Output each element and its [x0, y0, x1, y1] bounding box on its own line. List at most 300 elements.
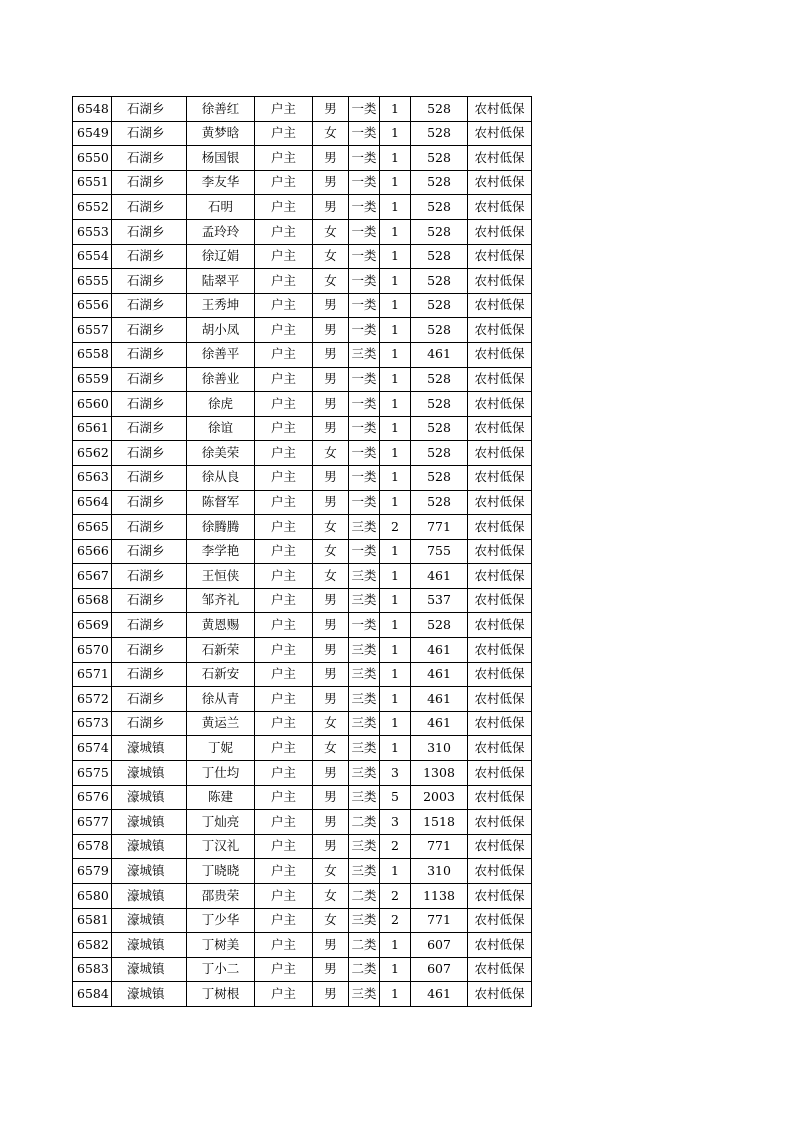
township-cell: 石湖乡: [112, 441, 187, 466]
amount-cell: 528: [411, 195, 468, 220]
name-cell: 徐虎: [187, 392, 255, 417]
amount-cell: 528: [411, 318, 468, 343]
category-cell: 二类: [349, 933, 380, 958]
program-cell: 农村低保: [468, 588, 532, 613]
household-size-cell: 1: [380, 269, 411, 294]
gender-cell: 女: [313, 859, 349, 884]
program-cell: 农村低保: [468, 146, 532, 171]
row-number-cell: 6558: [73, 342, 112, 367]
program-cell: 农村低保: [468, 318, 532, 343]
name-cell: 丁小二: [187, 957, 255, 982]
category-cell: 三类: [349, 342, 380, 367]
category-cell: 一类: [349, 539, 380, 564]
household-size-cell: 2: [380, 834, 411, 859]
category-cell: 一类: [349, 613, 380, 638]
category-cell: 一类: [349, 146, 380, 171]
relation-cell: 户主: [255, 392, 313, 417]
relation-cell: 户主: [255, 146, 313, 171]
program-cell: 农村低保: [468, 711, 532, 736]
category-cell: 一类: [349, 392, 380, 417]
amount-cell: 528: [411, 367, 468, 392]
row-number-cell: 6563: [73, 465, 112, 490]
category-cell: 三类: [349, 834, 380, 859]
table-row: [73, 736, 532, 761]
program-cell: 农村低保: [468, 785, 532, 810]
household-size-cell: 3: [380, 810, 411, 835]
name-cell: 徐辽娟: [187, 244, 255, 269]
household-size-cell: 2: [380, 908, 411, 933]
program-cell: 农村低保: [468, 465, 532, 490]
township-cell: 濠城镇: [112, 884, 187, 909]
table-row: [73, 908, 532, 933]
name-cell: 邵贵荣: [187, 884, 255, 909]
relation-cell: 户主: [255, 293, 313, 318]
name-cell: 丁晓晓: [187, 859, 255, 884]
relation-cell: 户主: [255, 638, 313, 663]
name-cell: 陈督军: [187, 490, 255, 515]
amount-cell: 771: [411, 834, 468, 859]
amount-cell: 310: [411, 859, 468, 884]
township-cell: 石湖乡: [112, 588, 187, 613]
name-cell: 丁树根: [187, 982, 255, 1007]
gender-cell: 男: [313, 982, 349, 1007]
category-cell: 一类: [349, 490, 380, 515]
row-number-cell: 6584: [73, 982, 112, 1007]
category-cell: 三类: [349, 638, 380, 663]
program-cell: 农村低保: [468, 121, 532, 146]
relation-cell: 户主: [255, 662, 313, 687]
name-cell: 石新安: [187, 662, 255, 687]
category-cell: 一类: [349, 121, 380, 146]
household-size-cell: 1: [380, 982, 411, 1007]
name-cell: 黄恩赐: [187, 613, 255, 638]
category-cell: 三类: [349, 564, 380, 589]
category-cell: 一类: [349, 293, 380, 318]
table-row: [73, 367, 532, 392]
table-row: [73, 982, 532, 1007]
name-cell: 陆翠平: [187, 269, 255, 294]
relation-cell: 户主: [255, 564, 313, 589]
table-row: [73, 613, 532, 638]
name-cell: 徐谊: [187, 416, 255, 441]
relation-cell: 户主: [255, 490, 313, 515]
program-cell: 农村低保: [468, 908, 532, 933]
program-cell: 农村低保: [468, 687, 532, 712]
table-row: [73, 195, 532, 220]
household-size-cell: 1: [380, 638, 411, 663]
program-cell: 农村低保: [468, 269, 532, 294]
table-row: [73, 441, 532, 466]
household-size-cell: 1: [380, 342, 411, 367]
gender-cell: 男: [313, 687, 349, 712]
gender-cell: 男: [313, 933, 349, 958]
relation-cell: 户主: [255, 416, 313, 441]
program-cell: 农村低保: [468, 859, 532, 884]
category-cell: 一类: [349, 318, 380, 343]
category-cell: 三类: [349, 761, 380, 786]
program-cell: 农村低保: [468, 97, 532, 122]
table-row: [73, 711, 532, 736]
name-cell: 黄梦晗: [187, 121, 255, 146]
gender-cell: 女: [313, 244, 349, 269]
amount-cell: 461: [411, 342, 468, 367]
household-size-cell: 1: [380, 121, 411, 146]
relation-cell: 户主: [255, 244, 313, 269]
row-number-cell: 6555: [73, 269, 112, 294]
name-cell: 王秀坤: [187, 293, 255, 318]
name-cell: 徐从良: [187, 465, 255, 490]
row-number-cell: 6572: [73, 687, 112, 712]
program-cell: 农村低保: [468, 834, 532, 859]
relation-cell: 户主: [255, 884, 313, 909]
program-cell: 农村低保: [468, 515, 532, 540]
gender-cell: 女: [313, 908, 349, 933]
row-number-cell: 6568: [73, 588, 112, 613]
township-cell: 石湖乡: [112, 170, 187, 195]
table-row: [73, 761, 532, 786]
name-cell: 杨国银: [187, 146, 255, 171]
gender-cell: 男: [313, 465, 349, 490]
relation-cell: 户主: [255, 219, 313, 244]
category-cell: 三类: [349, 736, 380, 761]
household-size-cell: 1: [380, 711, 411, 736]
program-cell: 农村低保: [468, 170, 532, 195]
program-cell: 农村低保: [468, 957, 532, 982]
gender-cell: 男: [313, 367, 349, 392]
gender-cell: 男: [313, 318, 349, 343]
row-number-cell: 6564: [73, 490, 112, 515]
relation-cell: 户主: [255, 933, 313, 958]
amount-cell: 528: [411, 465, 468, 490]
household-size-cell: 1: [380, 539, 411, 564]
township-cell: 石湖乡: [112, 515, 187, 540]
township-cell: 石湖乡: [112, 392, 187, 417]
name-cell: 石明: [187, 195, 255, 220]
township-cell: 石湖乡: [112, 711, 187, 736]
household-size-cell: 1: [380, 490, 411, 515]
row-number-cell: 6565: [73, 515, 112, 540]
category-cell: 二类: [349, 884, 380, 909]
household-size-cell: 1: [380, 219, 411, 244]
household-size-cell: 1: [380, 564, 411, 589]
row-number-cell: 6580: [73, 884, 112, 909]
amount-cell: 528: [411, 121, 468, 146]
township-cell: 濠城镇: [112, 859, 187, 884]
table-row: [73, 416, 532, 441]
program-cell: 农村低保: [468, 367, 532, 392]
row-number-cell: 6552: [73, 195, 112, 220]
amount-cell: 1518: [411, 810, 468, 835]
township-cell: 石湖乡: [112, 342, 187, 367]
category-cell: 一类: [349, 269, 380, 294]
table-row: [73, 662, 532, 687]
gender-cell: 男: [313, 957, 349, 982]
relation-cell: 户主: [255, 121, 313, 146]
name-cell: 王恒侠: [187, 564, 255, 589]
gender-cell: 女: [313, 515, 349, 540]
relation-cell: 户主: [255, 441, 313, 466]
amount-cell: 528: [411, 269, 468, 294]
relation-cell: 户主: [255, 515, 313, 540]
name-cell: 徐腾腾: [187, 515, 255, 540]
category-cell: 二类: [349, 810, 380, 835]
gender-cell: 男: [313, 416, 349, 441]
gender-cell: 男: [313, 662, 349, 687]
name-cell: 徐善红: [187, 97, 255, 122]
category-cell: 一类: [349, 367, 380, 392]
amount-cell: 607: [411, 957, 468, 982]
township-cell: 濠城镇: [112, 810, 187, 835]
household-size-cell: 1: [380, 195, 411, 220]
table-row: [73, 170, 532, 195]
gender-cell: 男: [313, 810, 349, 835]
township-cell: 濠城镇: [112, 761, 187, 786]
amount-cell: 528: [411, 392, 468, 417]
program-cell: 农村低保: [468, 342, 532, 367]
relation-cell: 户主: [255, 539, 313, 564]
township-cell: 石湖乡: [112, 293, 187, 318]
amount-cell: 528: [411, 170, 468, 195]
category-cell: 三类: [349, 711, 380, 736]
gender-cell: 女: [313, 269, 349, 294]
program-cell: 农村低保: [468, 416, 532, 441]
amount-cell: 461: [411, 638, 468, 663]
township-cell: 石湖乡: [112, 318, 187, 343]
township-cell: 石湖乡: [112, 465, 187, 490]
relation-cell: 户主: [255, 367, 313, 392]
table-row: [73, 957, 532, 982]
gender-cell: 男: [313, 97, 349, 122]
category-cell: 三类: [349, 662, 380, 687]
program-cell: 农村低保: [468, 761, 532, 786]
gender-cell: 女: [313, 441, 349, 466]
program-cell: 农村低保: [468, 662, 532, 687]
category-cell: 一类: [349, 97, 380, 122]
row-number-cell: 6577: [73, 810, 112, 835]
name-cell: 邹齐礼: [187, 588, 255, 613]
row-number-cell: 6581: [73, 908, 112, 933]
category-cell: 一类: [349, 465, 380, 490]
amount-cell: 1308: [411, 761, 468, 786]
household-size-cell: 3: [380, 761, 411, 786]
township-cell: 石湖乡: [112, 613, 187, 638]
township-cell: 石湖乡: [112, 97, 187, 122]
relation-cell: 户主: [255, 342, 313, 367]
category-cell: 一类: [349, 219, 380, 244]
gender-cell: 女: [313, 711, 349, 736]
amount-cell: 461: [411, 982, 468, 1007]
name-cell: 孟玲玲: [187, 219, 255, 244]
name-cell: 丁妮: [187, 736, 255, 761]
amount-cell: 755: [411, 539, 468, 564]
gender-cell: 男: [313, 293, 349, 318]
township-cell: 濠城镇: [112, 908, 187, 933]
table-row: [73, 121, 532, 146]
table-row: [73, 97, 532, 122]
program-cell: 农村低保: [468, 933, 532, 958]
table-row: [73, 564, 532, 589]
category-cell: 一类: [349, 441, 380, 466]
gender-cell: 男: [313, 588, 349, 613]
amount-cell: 528: [411, 244, 468, 269]
category-cell: 三类: [349, 908, 380, 933]
table-row: [73, 146, 532, 171]
row-number-cell: 6575: [73, 761, 112, 786]
amount-cell: 528: [411, 416, 468, 441]
category-cell: 一类: [349, 416, 380, 441]
amount-cell: 461: [411, 662, 468, 687]
row-number-cell: 6574: [73, 736, 112, 761]
table-row: [73, 859, 532, 884]
table-row: [73, 810, 532, 835]
household-size-cell: 1: [380, 392, 411, 417]
relation-cell: 户主: [255, 810, 313, 835]
name-cell: 徐善业: [187, 367, 255, 392]
gender-cell: 男: [313, 392, 349, 417]
amount-cell: 310: [411, 736, 468, 761]
household-size-cell: 1: [380, 662, 411, 687]
program-cell: 农村低保: [468, 638, 532, 663]
name-cell: 陈建: [187, 785, 255, 810]
program-cell: 农村低保: [468, 564, 532, 589]
gender-cell: 男: [313, 170, 349, 195]
table-row: [73, 834, 532, 859]
row-number-cell: 6557: [73, 318, 112, 343]
program-cell: 农村低保: [468, 810, 532, 835]
program-cell: 农村低保: [468, 244, 532, 269]
township-cell: 石湖乡: [112, 367, 187, 392]
township-cell: 濠城镇: [112, 834, 187, 859]
township-cell: 濠城镇: [112, 933, 187, 958]
gender-cell: 女: [313, 121, 349, 146]
gender-cell: 男: [313, 490, 349, 515]
township-cell: 濠城镇: [112, 785, 187, 810]
name-cell: 丁灿亮: [187, 810, 255, 835]
township-cell: 石湖乡: [112, 687, 187, 712]
category-cell: 一类: [349, 170, 380, 195]
amount-cell: 528: [411, 219, 468, 244]
program-cell: 农村低保: [468, 884, 532, 909]
table-row: [73, 515, 532, 540]
township-cell: 濠城镇: [112, 982, 187, 1007]
table-row: [73, 244, 532, 269]
program-cell: 农村低保: [468, 490, 532, 515]
row-number-cell: 6562: [73, 441, 112, 466]
table-row: [73, 884, 532, 909]
table-row: [73, 392, 532, 417]
row-number-cell: 6554: [73, 244, 112, 269]
gender-cell: 男: [313, 785, 349, 810]
amount-cell: 2003: [411, 785, 468, 810]
amount-cell: 528: [411, 441, 468, 466]
row-number-cell: 6571: [73, 662, 112, 687]
household-size-cell: 1: [380, 859, 411, 884]
row-number-cell: 6578: [73, 834, 112, 859]
row-number-cell: 6569: [73, 613, 112, 638]
amount-cell: 528: [411, 293, 468, 318]
household-size-cell: 1: [380, 613, 411, 638]
household-size-cell: 1: [380, 687, 411, 712]
relation-cell: 户主: [255, 761, 313, 786]
household-size-cell: 1: [380, 318, 411, 343]
gender-cell: 男: [313, 761, 349, 786]
name-cell: 石新荣: [187, 638, 255, 663]
row-number-cell: 6556: [73, 293, 112, 318]
gender-cell: 男: [313, 834, 349, 859]
row-number-cell: 6561: [73, 416, 112, 441]
name-cell: 胡小凤: [187, 318, 255, 343]
household-size-cell: 1: [380, 957, 411, 982]
table-row: [73, 933, 532, 958]
category-cell: 三类: [349, 687, 380, 712]
program-cell: 农村低保: [468, 613, 532, 638]
gender-cell: 女: [313, 884, 349, 909]
table-row: [73, 342, 532, 367]
relation-cell: 户主: [255, 834, 313, 859]
township-cell: 濠城镇: [112, 957, 187, 982]
category-cell: 一类: [349, 244, 380, 269]
gender-cell: 男: [313, 613, 349, 638]
township-cell: 石湖乡: [112, 490, 187, 515]
table-row: [73, 318, 532, 343]
row-number-cell: 6579: [73, 859, 112, 884]
program-cell: 农村低保: [468, 195, 532, 220]
relation-cell: 户主: [255, 736, 313, 761]
household-size-cell: 5: [380, 785, 411, 810]
household-size-cell: 1: [380, 736, 411, 761]
row-number-cell: 6583: [73, 957, 112, 982]
name-cell: 丁汉礼: [187, 834, 255, 859]
township-cell: 石湖乡: [112, 219, 187, 244]
relation-cell: 户主: [255, 170, 313, 195]
township-cell: 濠城镇: [112, 736, 187, 761]
amount-cell: 528: [411, 490, 468, 515]
township-cell: 石湖乡: [112, 539, 187, 564]
table-row: [73, 293, 532, 318]
table-row: [73, 465, 532, 490]
township-cell: 石湖乡: [112, 146, 187, 171]
program-cell: 农村低保: [468, 219, 532, 244]
relation-cell: 户主: [255, 957, 313, 982]
amount-cell: 607: [411, 933, 468, 958]
row-number-cell: 6553: [73, 219, 112, 244]
row-number-cell: 6576: [73, 785, 112, 810]
household-size-cell: 1: [380, 146, 411, 171]
table-body: [73, 97, 532, 1007]
household-size-cell: 1: [380, 441, 411, 466]
household-size-cell: 2: [380, 884, 411, 909]
relation-cell: 户主: [255, 269, 313, 294]
row-number-cell: 6570: [73, 638, 112, 663]
amount-cell: 771: [411, 908, 468, 933]
row-number-cell: 6548: [73, 97, 112, 122]
name-cell: 丁仕均: [187, 761, 255, 786]
gender-cell: 女: [313, 564, 349, 589]
relation-cell: 户主: [255, 859, 313, 884]
relation-cell: 户主: [255, 785, 313, 810]
relation-cell: 户主: [255, 908, 313, 933]
row-number-cell: 6567: [73, 564, 112, 589]
household-size-cell: 1: [380, 293, 411, 318]
category-cell: 三类: [349, 515, 380, 540]
program-cell: 农村低保: [468, 392, 532, 417]
household-size-cell: 1: [380, 416, 411, 441]
table-row: [73, 490, 532, 515]
household-size-cell: 1: [380, 933, 411, 958]
row-number-cell: 6566: [73, 539, 112, 564]
table-row: [73, 588, 532, 613]
name-cell: 徐美荣: [187, 441, 255, 466]
